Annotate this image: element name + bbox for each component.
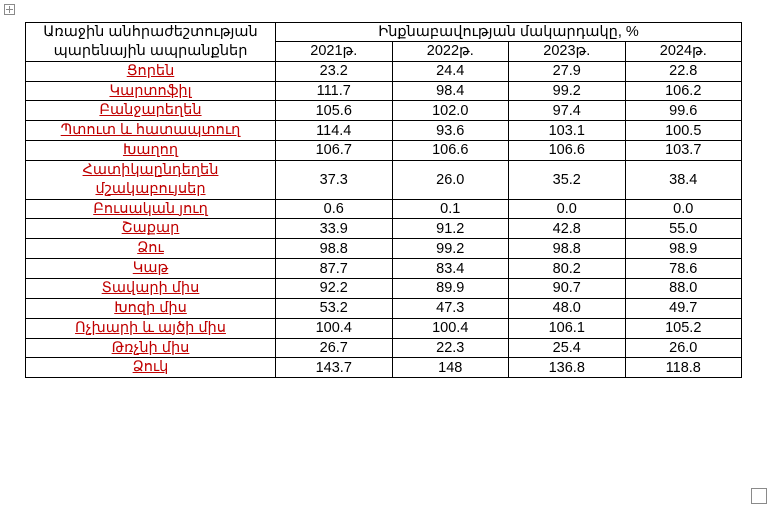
table-row [26,298,742,318]
cell-2024: 118.8 [625,358,742,378]
header-year-2022: 2022թ. [392,42,509,61]
table-container [25,22,742,378]
row-label[interactable]: Հատիկաընդեղեն մշակաբույսեր [26,160,276,199]
cell-2024: 98.9 [625,239,742,259]
cell-2024: 106.2 [625,81,742,101]
row-label[interactable]: Խոզի միս [26,298,276,318]
cell-2022: 24.4 [392,61,509,81]
cell-2021: 23.2 [276,61,393,81]
header-year-2024: 2024թ. [625,42,742,61]
cell-2022: 26.0 [392,160,509,199]
cell-2022: 99.2 [392,239,509,259]
cell-2023: 0.0 [509,199,626,219]
cell-2021: 87.7 [276,259,393,279]
cell-2024: 26.0 [625,338,742,358]
header-year-2021: 2021թ. [276,42,393,61]
selection-handle-bottom-right[interactable] [751,488,767,504]
cell-2022: 89.9 [392,278,509,298]
table-header-row-1 [26,23,742,42]
cell-2024: 105.2 [625,318,742,338]
row-label[interactable]: Պտուտ և հատապտուղ [26,121,276,141]
cell-2021: 106.7 [276,141,393,161]
row-label[interactable]: Ոչխարի և այծի միս [26,318,276,338]
cell-2021: 105.6 [276,101,393,121]
cell-2022: 148 [392,358,509,378]
table-row [26,278,742,298]
row-label[interactable]: Տավարի միս [26,278,276,298]
cell-2023: 136.8 [509,358,626,378]
table-row [26,101,742,121]
table-row [26,259,742,279]
header-year-2023: 2023թ. [509,42,626,61]
cell-2023: 80.2 [509,259,626,279]
table-row [26,81,742,101]
row-label[interactable]: Կարտոֆիլ [26,81,276,101]
cell-2024: 55.0 [625,219,742,239]
cell-2022: 98.4 [392,81,509,101]
cell-2023: 35.2 [509,160,626,199]
row-label[interactable]: Ձուկ [26,358,276,378]
cell-2022: 102.0 [392,101,509,121]
row-label[interactable]: Բուսական յուղ [26,199,276,219]
cell-2022: 91.2 [392,219,509,239]
cell-2024: 78.6 [625,259,742,279]
cell-2021: 98.8 [276,239,393,259]
cell-2022: 0.1 [392,199,509,219]
cell-2023: 103.1 [509,121,626,141]
row-label[interactable]: Թռչնի միս [26,338,276,358]
cell-2023: 106.1 [509,318,626,338]
selection-handle-top-left[interactable] [4,4,15,15]
cell-2021: 92.2 [276,278,393,298]
cell-2021: 143.7 [276,358,393,378]
row-label[interactable]: Խաղող [26,141,276,161]
header-group-title: Ինքնաբավության մակարդակը, % [276,23,742,42]
table-row [26,358,742,378]
cell-2022: 22.3 [392,338,509,358]
cell-2023: 97.4 [509,101,626,121]
table-row [26,121,742,141]
cell-2024: 0.0 [625,199,742,219]
cell-2023: 98.8 [509,239,626,259]
cell-2024: 100.5 [625,121,742,141]
cell-2021: 111.7 [276,81,393,101]
cell-2023: 106.6 [509,141,626,161]
cell-2023: 27.9 [509,61,626,81]
cell-2023: 48.0 [509,298,626,318]
cell-2022: 83.4 [392,259,509,279]
cell-2024: 22.8 [625,61,742,81]
cell-2022: 100.4 [392,318,509,338]
row-label[interactable]: Շաքար [26,219,276,239]
cell-2024: 38.4 [625,160,742,199]
table-row [26,239,742,259]
cell-2021: 37.3 [276,160,393,199]
cell-2024: 49.7 [625,298,742,318]
cell-2024: 88.0 [625,278,742,298]
cell-2024: 99.6 [625,101,742,121]
cell-2024: 103.7 [625,141,742,161]
self-sufficiency-table [25,22,742,378]
table-row [26,318,742,338]
table-body [26,61,742,378]
cell-2023: 25.4 [509,338,626,358]
row-label[interactable]: Բանջարեղեն [26,101,276,121]
cell-2021: 0.6 [276,199,393,219]
cell-2023: 90.7 [509,278,626,298]
cell-2021: 33.9 [276,219,393,239]
cell-2022: 93.6 [392,121,509,141]
row-label[interactable]: Ցորեն [26,61,276,81]
cell-2022: 106.6 [392,141,509,161]
table-row [26,219,742,239]
cell-2021: 100.4 [276,318,393,338]
cell-2023: 99.2 [509,81,626,101]
cell-2022: 47.3 [392,298,509,318]
cell-2021: 26.7 [276,338,393,358]
table-row [26,141,742,161]
header-label-column: Առաջին անհրաժեշտության պարենային ապրանքներ [26,23,276,62]
table-row [26,160,742,199]
table-header [26,23,742,62]
row-label[interactable]: Ձու [26,239,276,259]
cell-2021: 114.4 [276,121,393,141]
row-label[interactable]: Կաթ [26,259,276,279]
table-row [26,61,742,81]
cell-2021: 53.2 [276,298,393,318]
cell-2023: 42.8 [509,219,626,239]
table-row [26,338,742,358]
table-row [26,199,742,219]
